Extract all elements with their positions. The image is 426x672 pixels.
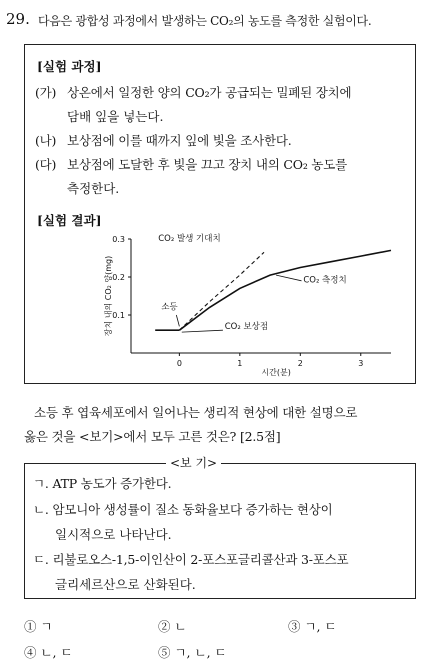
option-5[interactable]: ⑤ ㄱ, ㄴ, ㄷ	[158, 645, 227, 660]
bogi-item-2	[33, 500, 333, 518]
x-tick-label: 2	[297, 359, 303, 368]
process-title: [실험 과정]	[37, 59, 102, 74]
x-tick-label: 1	[237, 359, 243, 368]
step-da-cont: 측정한다.	[67, 181, 120, 196]
step-text: 보상점에 이를 때까지 잎에 빛을 조사한다.	[67, 133, 292, 148]
option-2[interactable]: ② ㄴ	[158, 619, 187, 634]
option-4[interactable]: ④ ㄴ, ㄷ	[24, 645, 73, 660]
annotation-compensation: CO₂ 보상점	[224, 322, 269, 333]
step-text: 보상점에 도달한 후 빛을 끄고 장치 내의 CO₂ 농도를	[67, 157, 348, 172]
annotation-compensation-leader	[182, 330, 223, 332]
step-ga	[35, 83, 351, 101]
question-number: 29.	[6, 10, 30, 28]
y-axis-label: 장치 내의 CO₂ 양(mg)	[104, 255, 113, 337]
step-label: (다)	[35, 157, 57, 172]
option-3[interactable]: ③ ㄱ, ㄷ	[288, 619, 337, 634]
y-tick-label: 0.1	[112, 311, 125, 320]
x-axis-label: 시간(분)	[261, 368, 291, 377]
measured-series-line	[179, 250, 391, 333]
step-ga-cont: 담배 잎을 넣는다.	[67, 109, 164, 124]
expected-series-line	[179, 252, 264, 330]
question-text: 다음은 광합성 과정에서 발생하는 CO₂의 농도를 측정한 실험이다.	[38, 14, 372, 28]
bogi-text: 암모니아 생성률이 질소 동화율보다 증가하는 현상이	[52, 502, 333, 517]
step-na	[35, 131, 292, 149]
bogi-label: ㄱ.	[33, 476, 49, 491]
experiment-box	[24, 44, 416, 384]
step-da	[35, 155, 347, 173]
bogi-item-3-cont: 글리세르산으로 산화된다.	[55, 577, 196, 592]
bogi-title: <보 기>	[166, 454, 221, 471]
step-label: (가)	[35, 85, 57, 100]
result-title: [실험 결과]	[37, 213, 102, 228]
annotation-light-off-arrow	[176, 315, 179, 326]
step-text: 상온에서 일정한 양의 CO₂가 공급되는 밀폐된 장치에	[67, 85, 352, 100]
prompt-line-2: 옳은 것을 <보기>에서 모두 고른 것은? [2.5점]	[24, 429, 281, 444]
bogi-item-2-cont: 일시적으로 나타난다.	[55, 527, 172, 542]
bogi-item-3	[33, 550, 348, 568]
annotation-expected: CO₂ 발생 기대치	[158, 233, 221, 244]
result-chart	[95, 231, 395, 381]
y-tick-label: 0.3	[112, 235, 125, 244]
bogi-item-1	[33, 474, 171, 492]
bogi-text: ATP 농도가 증가한다.	[52, 476, 172, 491]
option-1[interactable]: ① ㄱ	[24, 619, 53, 634]
bogi-box	[24, 463, 416, 599]
annotation-measured: CO₂ 측정치	[303, 275, 347, 286]
step-label: (나)	[35, 133, 57, 148]
y-tick-label: 0.2	[112, 273, 125, 282]
annotation-measured-leader	[276, 275, 301, 281]
annotation-light-off: 소등	[161, 302, 178, 313]
x-tick-label: 0	[176, 359, 182, 368]
bogi-label: ㄷ.	[33, 552, 49, 567]
prompt-line-1: 소등 후 엽육세포에서 일어나는 생리적 현상에 대한 설명으로	[34, 405, 358, 420]
x-tick-label: 3	[358, 359, 364, 368]
bogi-label: ㄴ.	[33, 502, 49, 517]
bogi-text: 리불로오스-1,5-이인산이 2-포스포글리콜산과 3-포스포	[52, 552, 349, 567]
